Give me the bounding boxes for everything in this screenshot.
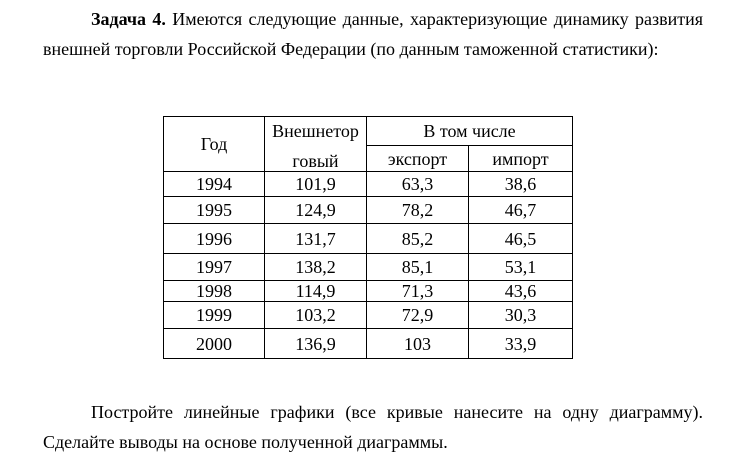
cell-import: 46,5 xyxy=(469,224,573,254)
header-total-part2: говый xyxy=(292,150,339,171)
cell-total: 136,9 xyxy=(265,329,367,359)
table-row xyxy=(164,172,573,197)
trade-table xyxy=(163,116,573,359)
table-row xyxy=(164,329,573,359)
table-header-row xyxy=(164,117,573,146)
cell-export: 63,3 xyxy=(367,172,469,197)
cell-import: 33,9 xyxy=(469,329,573,359)
header-group: В том числе xyxy=(367,117,573,146)
cell-import: 53,1 xyxy=(469,254,573,281)
cell-export: 72,9 xyxy=(367,302,469,329)
header-total-part1: Внешнетор xyxy=(272,120,359,141)
cell-export: 85,2 xyxy=(367,224,469,254)
cell-total: 138,2 xyxy=(265,254,367,281)
cell-total: 101,9 xyxy=(265,172,367,197)
table-row xyxy=(164,224,573,254)
header-import: импорт xyxy=(469,146,573,172)
cell-total: 124,9 xyxy=(265,197,367,224)
task-instruction-paragraph: Постройте линейные графики (все кривые нанесите на одну диаграмму). Сделайте выводы на основе полученной диаграммы. xyxy=(43,402,703,452)
cell-import: 30,3 xyxy=(469,302,573,329)
table-row xyxy=(164,302,573,329)
task-intro-text: Имеются следующие данные, характеризующие динамику развития внешней торговли Российской Федерации (по данным таможенной статистики): xyxy=(43,9,703,59)
table-row xyxy=(164,254,573,281)
task-intro-paragraph xyxy=(43,4,703,64)
cell-year: 1997 xyxy=(164,254,265,281)
header-total xyxy=(265,117,367,172)
header-year: Год xyxy=(164,117,265,172)
cell-year: 2000 xyxy=(164,329,265,359)
cell-total: 103,2 xyxy=(265,302,367,329)
cell-year: 1995 xyxy=(164,197,265,224)
cell-import: 43,6 xyxy=(469,281,573,302)
table-row xyxy=(164,197,573,224)
cell-export: 85,1 xyxy=(367,254,469,281)
cell-export: 78,2 xyxy=(367,197,469,224)
cell-year: 1999 xyxy=(164,302,265,329)
cell-total: 114,9 xyxy=(265,281,367,302)
cell-total: 131,7 xyxy=(265,224,367,254)
cell-year: 1994 xyxy=(164,172,265,197)
table-row xyxy=(164,281,573,302)
header-export: экспорт xyxy=(367,146,469,172)
cell-year: 1996 xyxy=(164,224,265,254)
cell-import: 46,7 xyxy=(469,197,573,224)
cell-export: 103 xyxy=(367,329,469,359)
cell-import: 38,6 xyxy=(469,172,573,197)
task-label: Задача 4. xyxy=(91,9,166,29)
cell-export: 71,3 xyxy=(367,281,469,302)
cell-year: 1998 xyxy=(164,281,265,302)
